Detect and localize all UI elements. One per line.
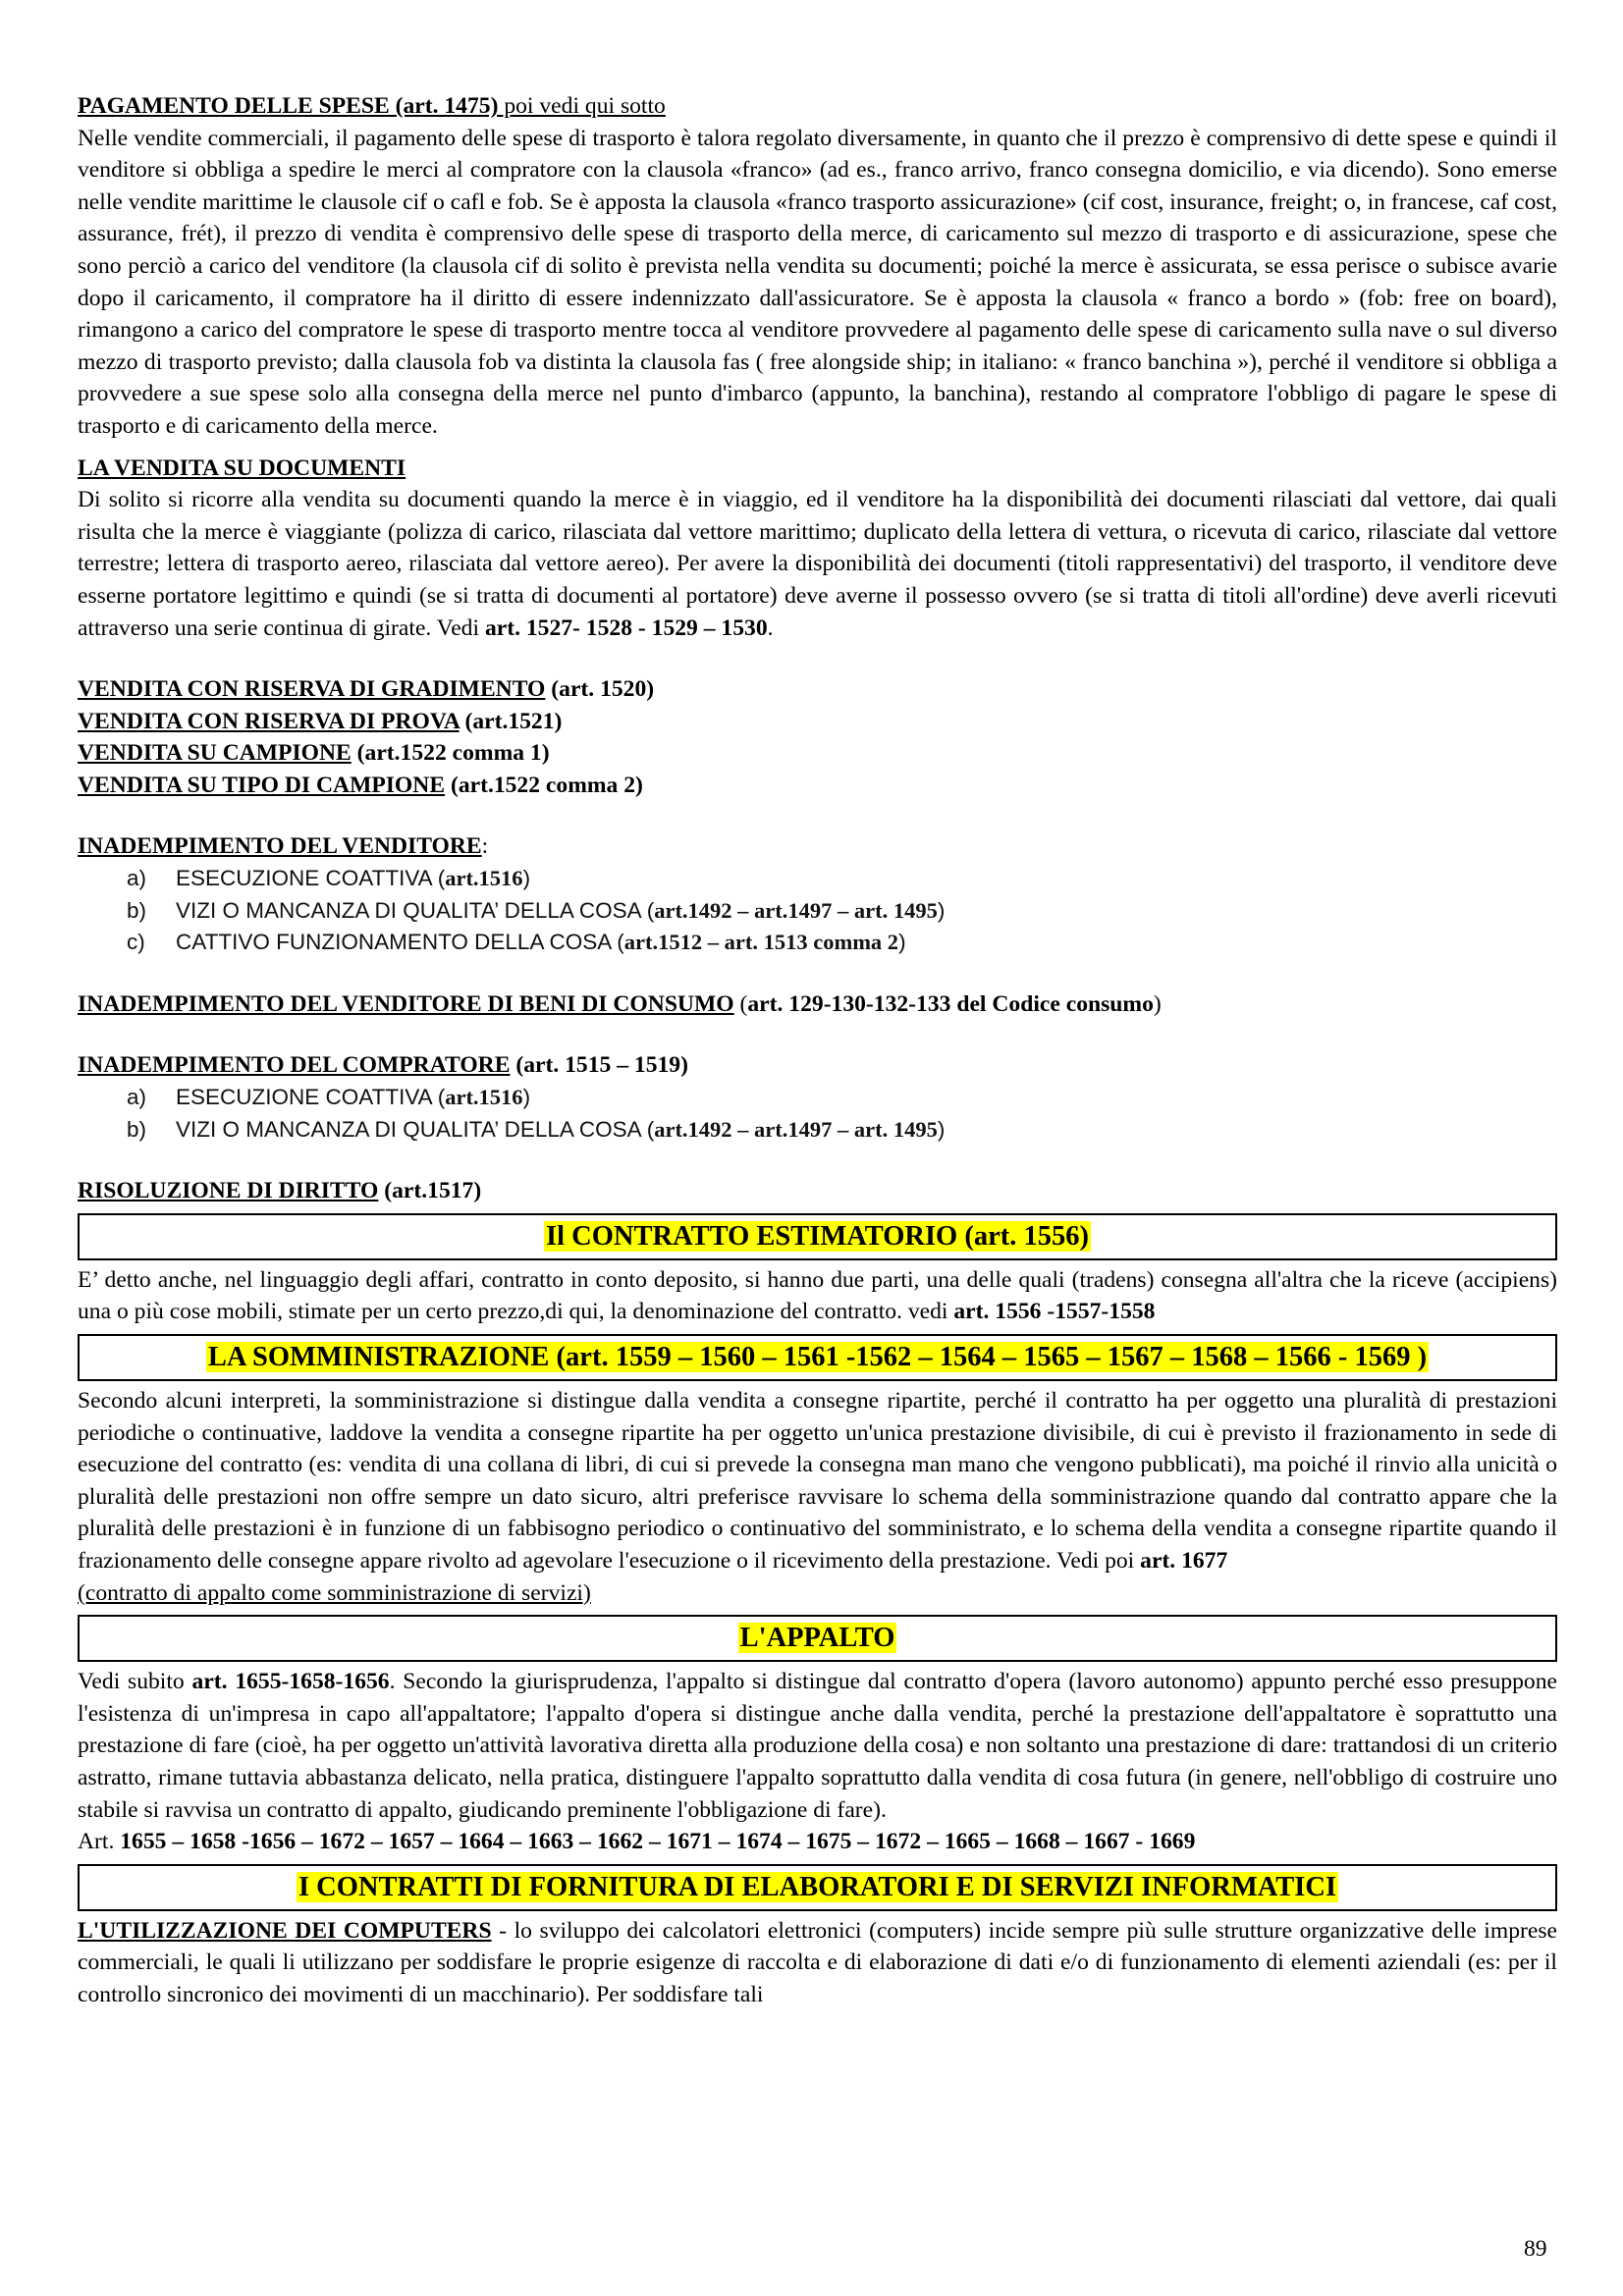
appalto-art-label: Art. [78,1829,121,1855]
inad-consumo-open: ( [733,990,748,1017]
somministrazione-note: (contratto di appalto come somministrazione di servizi) [78,1579,591,1606]
vendita-heading: VENDITA SU CAMPIONE [78,740,352,767]
inad-compratore-heading: INADEMPIMENTO DEL COMPRATORE [78,1052,511,1079]
risoluzione-ref: (art.1517) [378,1178,482,1204]
list-ref: art.1516 [445,866,523,891]
pagamento-paragraph [78,90,1557,443]
list-text: CATTIVO FUNZIONAMENTO DELLA COSA ( [176,930,624,955]
documenti-paragraph [78,453,1557,645]
documenti-end: . [767,614,774,641]
somministrazione-paragraph [78,1385,1557,1609]
inad-consumo-close: ) [1153,990,1162,1017]
list-close: ) [937,1116,946,1142]
list-item [78,863,1557,895]
vendita-line [78,706,1557,738]
inad-venditore-list [78,863,1557,959]
informatici-title: I CONTRATTI DI FORNITURA DI ELABORATORI E DI SERVIZI INFORMATICI [298,1871,1337,1902]
pagamento-heading-suffix: poi vedi qui sotto [498,93,666,119]
page-number: 89 [1524,2236,1547,2262]
informatici-paragraph [78,1915,1557,2011]
somministrazione-title: LA SOMMINISTRAZIONE (art. 1559 – 1560 – 1561 -1562 – 1564 – 1565 – 1567 – 1568 – 1566 - 1569 ) [207,1342,1428,1372]
inad-venditore-heading: INADEMPIMENTO DEL VENDITORE [78,833,482,860]
estimatorio-title: Il CONTRATTO ESTIMATORIO (art. 1556) [546,1220,1089,1252]
list-close: ) [937,897,946,923]
appalto-title: L'APPALTO [739,1623,895,1654]
documenti-refs: art. 1527- 1528 - 1529 – 1530 [484,614,768,641]
risoluzione-heading: RISOLUZIONE DI DIRITTO [78,1178,379,1204]
list-letter: b) [127,1116,147,1142]
list-text: ESECUZIONE COATTIVA ( [176,866,446,891]
informatici-heading: L'UTILIZZAZIONE DEI COMPUTERS [78,1917,492,1944]
list-ref: art.1492 – art.1497 – art. 1495 [654,897,938,923]
estimatorio-refs: art. 1556 -1557-1558 [953,1299,1156,1325]
informatici-body: - lo sviluppo dei calcolatori elettronici (computers) incide sempre più sulle strutture organizzative delle imprese commerciali, le quali li utilizzano per soddisfare le proprie esigenze di raccolta e di elaborazione di dati e/o di funzionamento di elementi aziendali (es: per il controllo sincronico dei movimenti di un macchinario). Per soddisfare tali [78,1917,1557,2007]
vendita-line [78,673,1557,706]
somministrazione-ref: art. 1677 [1140,1547,1228,1574]
list-ref: art.1516 [445,1085,523,1110]
list-letter: a) [127,1085,147,1110]
documenti-heading: LA VENDITA SU DOCUMENTI [78,454,406,481]
list-text: ESECUZIONE COATTIVA ( [176,1085,446,1110]
list-close: ) [522,1085,531,1110]
list-close: ) [522,866,531,891]
appalto-art-line [78,1826,1557,1858]
vendita-line [78,770,1557,802]
list-text: VIZI O MANCANZA DI QUALITA’ DELLA COSA ( [176,897,655,923]
vendita-ref: (art. 1520) [545,676,655,703]
inad-compratore-ref: (art. 1515 – 1519) [510,1052,688,1079]
list-item [78,895,1557,928]
vendita-ref: (art.1522 comma 1) [351,740,550,767]
appalto-intro: Vedi subito [78,1669,192,1695]
appalto-art-refs: 1655 – 1658 -1656 – 1672 – 1657 – 1664 – 1663 – 1662 – 1671 – 1674 – 1675 – 1672 – 1665 – 1668 – 1667 - 1669 [120,1829,1196,1855]
appalto-body: . Secondo la giurisprudenza, l'appalto si distingue dal contratto d'opera (lavoro autonomo) appunto perché esso presuppone l'esistenza di un'impresa in capo all'appaltatore; l'appalto d'opera si distingue anche dalla vendita, perché la prestazione dell'appaltatore è soprattutto una prestazione di fare (cioè, ha per oggetto un'attività lavorativa diretta alla produzione della cosa) e non soltanto una prestazione di dare: trattandosi di un criterio astratto, rimane tuttavia abbastanza delicato, nella pratica, distinguere l'appalto soprattutto dalla vendita di cosa futura (in genere, nell'obbligo di costruire uno stabile si ravvisa un contratto di appalto, giudicando preminente l'obbligazione di fare). [78,1669,1557,1823]
pagamento-heading: PAGAMENTO DELLE SPESE (art. 1475) [78,93,499,119]
document-page [78,90,1557,2011]
somministrazione-body: Secondo alcuni interpreti, la somministrazione si distingue dalla vendita a consegne ripartite, perché il contratto ha per oggetto una pluralità di prestazioni periodiche o continuative, laddove la vendita a consegne ripartite ha per oggetto un'unica prestazione divisibile, di cui è previsto il frazionamento in sede di esecuzione del contratto (es: vendita di una collana di libri, di cui si prevede la consegna man mano che vengono pubblicati), ma poiché il rinvio alla unicità o pluralità delle prestazioni non offre sempre un dato sicuro, altri preferisce ravvisare lo schema della somministrazione quando dal contratto appare che la pluralità delle prestazioni è in funzione di un fabbisogno periodico o continuativo del somministrato, e lo schema della vendita a consegne ripartite quando il frazionamento delle consegne appare rivolto ad agevolare l'esecuzione o il ricevimento della prestazione. Vedi poi [78,1388,1557,1574]
list-item [78,1082,1557,1114]
list-letter: c) [127,930,145,955]
inad-consumo-ref: art. 129-130-132-133 del Codice consumo [747,990,1154,1017]
list-ref: art.1492 – art.1497 – art. 1495 [654,1116,938,1142]
inad-consumo-heading: INADEMPIMENTO DEL VENDITORE DI BENI DI CONSUMO [78,990,734,1017]
inad-consumo-line [78,988,1557,1021]
appalto-intro-refs: art. 1655-1658-1656 [191,1669,390,1695]
somministrazione-title-box [78,1334,1557,1381]
documenti-body: Di solito si ricorre alla vendita su documenti quando la merce è in viaggio, ed il venditore ha la disponibilità dei documenti rilasciati dal vettore, dai quali risulta che la merce è viaggiante (polizza di carico, rilasciata dal vettore marittimo; duplicato della lettera di vettura, o ricevuta di carico, rilasciate dal vettore terrestre; lettera di trasporto aereo, rilasciata dal vettore aereo). Per avere la disponibilità dei documenti (titoli rappresentativi) del trasporto, il venditore deve esserne portatore legittimo e quindi (se si tratta di documenti al portatore) deve averne il possesso ovvero (se si tratta di titoli all'ordine) deve averli ricevuti attraverso una serie continua di girate. Vedi [78,487,1557,641]
inad-venditore-colon: : [481,833,489,860]
risoluzione-line [78,1175,1557,1207]
list-close: ) [898,930,906,955]
list-item [78,927,1557,959]
list-ref: art.1512 – art. 1513 comma 2 [623,930,899,955]
list-text: VIZI O MANCANZA DI QUALITA’ DELLA COSA ( [176,1116,655,1142]
vendita-heading: VENDITA CON RISERVA DI GRADIMENTO [78,676,546,703]
list-letter: b) [127,897,147,923]
estimatorio-paragraph [78,1264,1557,1328]
estimatorio-body: E’ detto anche, nel linguaggio degli affari, contratto in conto deposito, si hanno due parti, una delle quali (tradens) consegna all'altra che la riceve (accipiens) una o più cose mobili, stimate per un certo prezzo,di qui, la denominazione del contratto. vedi [78,1266,1557,1325]
inad-compratore-heading-line [78,1049,1557,1082]
inad-venditore-heading-line [78,830,1557,863]
vendita-heading: VENDITA CON RISERVA DI PROVA [78,708,460,734]
vendita-line [78,737,1557,770]
estimatorio-title-box [78,1213,1557,1260]
list-item [78,1114,1557,1147]
appalto-paragraph [78,1666,1557,1826]
inad-compratore-list [78,1082,1557,1146]
vendita-heading: VENDITA SU TIPO DI CAMPIONE [78,772,446,798]
pagamento-body: Nelle vendite commerciali, il pagamento delle spese di trasporto è talora regolato diversamente, in quanto che il prezzo è comprensivo di dette spese e quindi il venditore si obbliga a spedire le merci al compratore con la clausola «franco» (ad es., franco arrivo, franco consegna domicilio, e via dicendo). Sono emerse nelle vendite marittime le clausole cif o cafl e fob. Se è apposta la clausola «franco trasporto assicurazione» (cif cost, insurance, freight; o, in francese, caf cost, assurance, frét), il prezzo di vendita è comprensivo delle spese di trasporto della merce, di caricamento sul mezzo di trasporto e di assicurazione, spese che sono perciò a carico del venditore (la clausola cif di solito è prevista nella vendita su documenti; poiché la merce è assicurata, se essa perisce o subisce avarie dopo il caricamento, il compratore ha il diritto di essere indennizzato dall'assicuratore. Se è apposta la clausola « franco a bordo » (fob: free on board), rimangono a carico del compratore le spese di trasporto mentre tocca al venditore provvedere al pagamento delle spese di caricamento sulla nave o sul diverso mezzo di trasporto previsto; dalla clausola fob va distinta la clausola fas ( free alongside ship; in italiano: « franco banchina »), perché il venditore si obbliga a provvedere a sue spese solo alla consegna della merce nel punto d'imbarco (appunto, la banchina), restando al compratore l'obbligo di pagare le spese di trasporto e di caricamento della merce. [78,125,1557,439]
informatici-title-box [78,1864,1557,1911]
vendita-ref: (art.1521) [459,708,563,734]
vendita-ref: (art.1522 comma 2) [445,772,643,798]
appalto-title-box [78,1615,1557,1662]
list-letter: a) [127,866,147,891]
